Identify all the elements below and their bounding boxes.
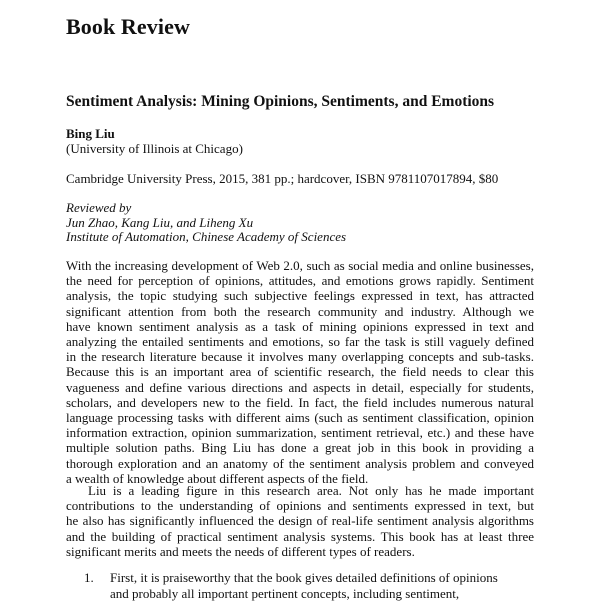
author-affiliation: (University of Illinois at Chicago): [66, 141, 243, 156]
paragraph-line: a wealth of knowledge about different aspects of the field.: [66, 470, 369, 486]
paragraph-line: the need for perception of opinions, attitudes, and emotions grows rapidly. Sentiment: [66, 273, 534, 289]
paragraph-line: he also has significantly influenced the design of real-life sentiment analysis algorithms: [66, 513, 534, 529]
paragraph-line: information extraction, opinion summarization, sentiment retrieval, etc.) and these have: [66, 425, 534, 441]
paragraph-line: significant attention from both the research community and industry. Although we: [66, 303, 534, 319]
section-heading: Book Review: [66, 14, 190, 39]
list-item-line: First, it is praiseworthy that the book gives detailed definitions of opinions: [110, 570, 498, 585]
paragraph-line: and the building of practical sentiment analysis systems. This book has at least three: [66, 528, 534, 544]
paragraph-line: in the research literature because it involves many overlapping concepts and sub-tasks.: [66, 349, 534, 365]
book-title: Sentiment Analysis: Mining Opinions, Sentiments, and Emotions: [66, 93, 495, 110]
reviewers: Jun Zhao, Kang Liu, and Liheng Xu: [66, 214, 254, 230]
paragraph-line: Liu is a leading figure in this research area. Not only has he made important: [88, 483, 534, 498]
paragraph-line: contributions to the understanding of opinions and sentiments expressed in text, but: [66, 498, 534, 514]
paragraph-line: With the increasing development of Web 2.0, such as social media and online businesses,: [66, 258, 534, 273]
paragraph-line: thorough exploration and an anatomy of the sentiment analysis problem and conveyed: [66, 455, 534, 471]
paragraph-line: multiple solution paths. Bing Liu has done a great job in this book in providing a: [66, 440, 534, 456]
paragraph-line: analyzing the entailed sentiments and emotions, so far the task is still vaguely defined: [66, 334, 534, 350]
paragraph-2: [66, 483, 534, 559]
paragraph-line: significant merits and meets the needs of different types of readers.: [66, 543, 415, 559]
list-item-text: [110, 570, 534, 602]
paragraph-1: [66, 258, 534, 486]
book-author: Bing Liu: [66, 126, 115, 141]
reviewer-block: [66, 201, 346, 245]
reviewed-by-label: Reviewed by: [66, 200, 132, 215]
paragraph-line: vagueness and define various directions and aspects in detail, especially for students,: [66, 379, 534, 395]
paragraph-line: Because this is an important area of scientific research, the field needs to clear this: [66, 364, 534, 380]
list-item-number: 1.: [84, 570, 94, 585]
paragraph-line: have known sentiment analysis as a task of mining opinions expressed in text and: [66, 318, 534, 334]
publication-info: Cambridge University Press, 2015, 381 pp.; hardcover, ISBN 9781107017894, $80: [66, 171, 499, 186]
reviewer-institution: Institute of Automation, Chinese Academy of Sciences: [66, 229, 347, 244]
paragraph-line: scholars, and developers new to the field. In fact, the field includes numerous natural: [66, 394, 534, 410]
paragraph-line: analysis, the topic studying such subjective feelings expressed in text, has attracted: [66, 288, 534, 304]
list-item-line: and probably all important pertinent concepts, including sentiment,: [110, 586, 460, 601]
paragraph-line: language processing tasks with different aims (such as sentiment classification, opinion: [66, 410, 534, 426]
